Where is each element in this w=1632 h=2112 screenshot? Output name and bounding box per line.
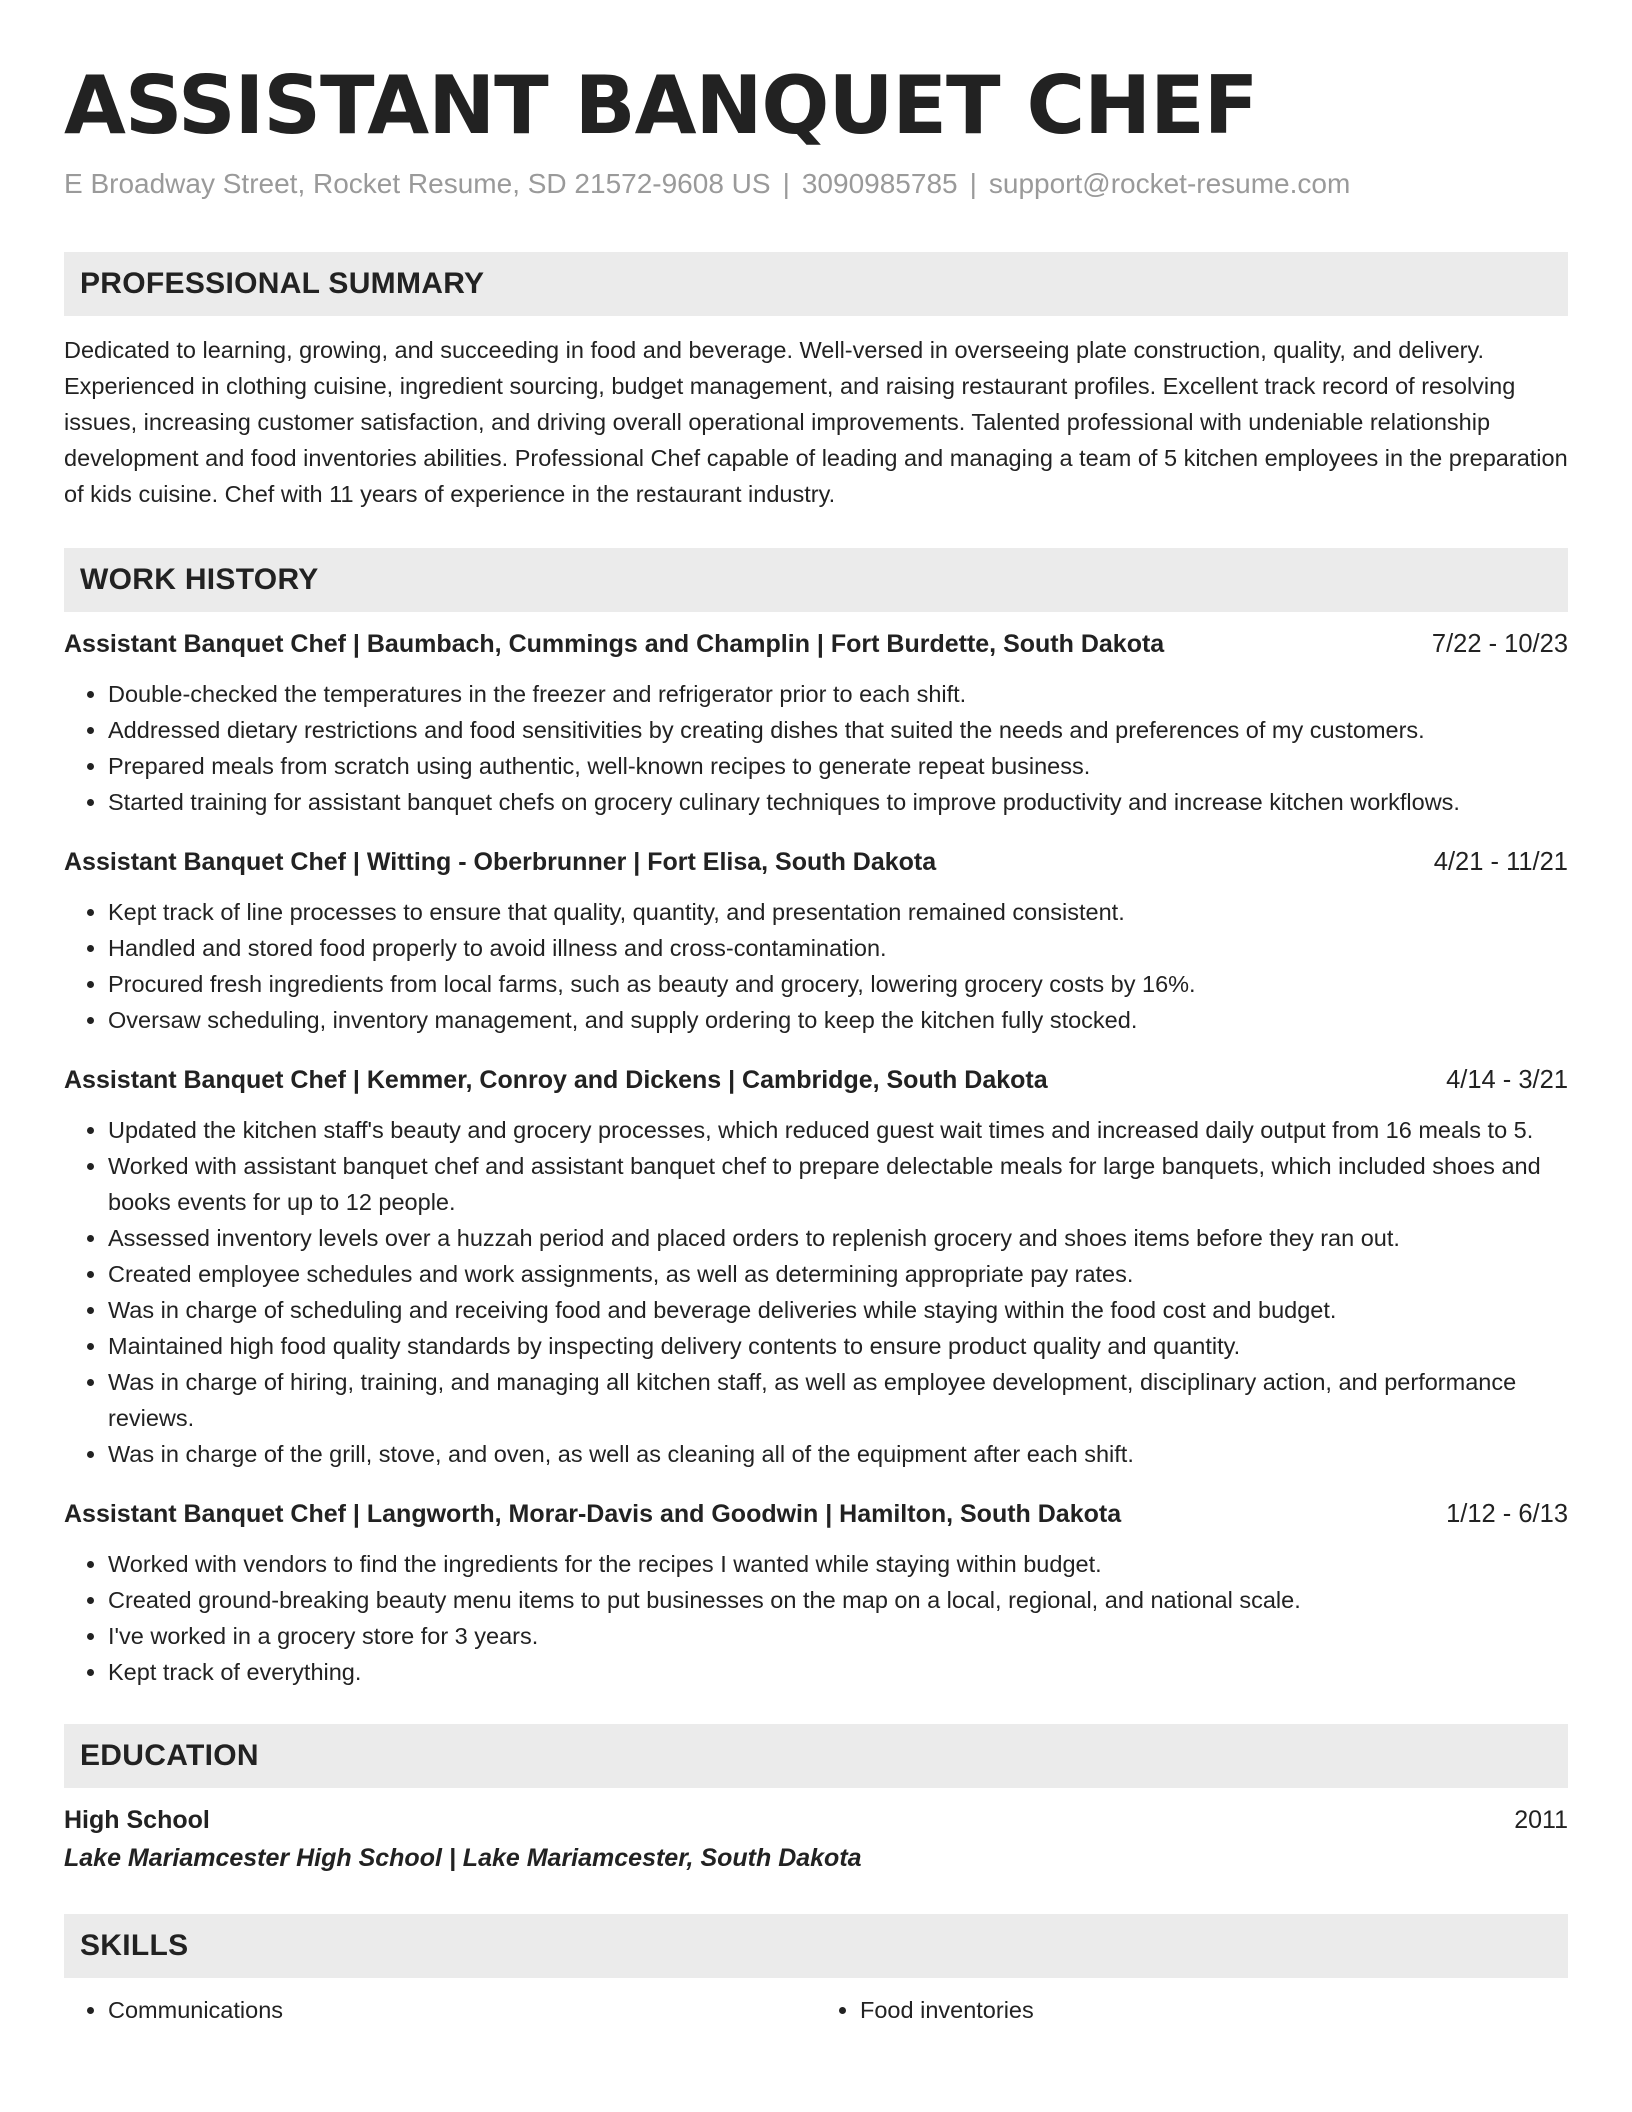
job-entry xyxy=(64,626,1568,820)
job-title: Assistant Banquet Chef | Langworth, Morar-Davis and Goodwin | Hamilton, South Dakota xyxy=(64,1500,1122,1528)
job-bullets xyxy=(64,1112,1568,1472)
job-bullet: • Prepared meals from scratch using authentic, well-known recipes to generate repeat business. xyxy=(108,748,1568,784)
job-bullet: • Worked with vendors to find the ingredients for the recipes I wanted while staying within budget. xyxy=(108,1546,1568,1582)
job-header xyxy=(64,626,1568,662)
education-year: 2011 xyxy=(1514,1806,1568,1834)
job-title: Assistant Banquet Chef | Baumbach, Cummings and Champlin | Fort Burdette, South Dakota xyxy=(64,630,1165,658)
work-history-section-header: WORK HISTORY xyxy=(64,548,1568,612)
job-bullets xyxy=(64,676,1568,820)
resume-name: ASSISTANT BANQUET CHEF xyxy=(64,59,1258,152)
contact-separator: | xyxy=(969,168,977,199)
education-section-header: EDUCATION xyxy=(64,1724,1568,1788)
education-school: Lake Mariamcester High School | Lake Mariamcester, South Dakota xyxy=(64,1844,862,1872)
contact-email: support@rocket-resume.com xyxy=(988,168,1351,199)
skills-column-right xyxy=(816,1992,1568,2028)
skill-item: • Food inventories xyxy=(860,1992,1568,2028)
contact-separator: | xyxy=(782,168,790,199)
skills-section-header: SKILLS xyxy=(64,1914,1568,1978)
job-dates: 4/21 - 11/21 xyxy=(1433,848,1568,876)
job-bullet: • Kept track of line processes to ensure that quality, quantity, and presentation remained consistent. xyxy=(108,894,1568,930)
job-title: Assistant Banquet Chef | Witting - Oberbrunner | Fort Elisa, South Dakota xyxy=(64,848,937,876)
job-bullet: • Was in charge of hiring, training, and managing all kitchen staff, as well as employee development, disciplinary action, and performance reviews. xyxy=(108,1364,1568,1436)
summary-section-header: PROFESSIONAL SUMMARY xyxy=(64,252,1568,316)
job-bullet: • Was in charge of the grill, stove, and oven, as well as cleaning all of the equipment after each shift. xyxy=(108,1436,1568,1472)
contact-line xyxy=(64,166,1568,202)
skills-column-left xyxy=(64,1992,816,2028)
job-bullet: • Kept track of everything. xyxy=(108,1654,1568,1690)
job-bullet: • Was in charge of scheduling and receiving food and beverage deliveries while staying within the food cost and budget. xyxy=(108,1292,1568,1328)
job-header xyxy=(64,1062,1568,1098)
job-bullet: • Started training for assistant banquet chefs on grocery culinary techniques to improve productivity and increase kitchen workflows. xyxy=(108,784,1568,820)
job-dates: 1/12 - 6/13 xyxy=(1446,1500,1568,1528)
job-dates: 4/14 - 3/21 xyxy=(1446,1066,1568,1094)
job-bullet: • Worked with assistant banquet chef and assistant banquet chef to prepare delectable meals for large banquets, which included shoes and books events for up to 12 people. xyxy=(108,1148,1568,1220)
job-bullets xyxy=(64,894,1568,1038)
job-entry xyxy=(64,1062,1568,1472)
job-bullet: • I've worked in a grocery store for 3 years. xyxy=(108,1618,1568,1654)
job-header xyxy=(64,1496,1568,1532)
summary-text: Dedicated to learning, growing, and succeeding in food and beverage. Well-versed in overseeing plate construction, quality, and delivery. Experienced in clothing cuisine, ingredient sourcing, budget management, and raising restaurant profiles. Excellent track record of resolving issues, increasing customer satisfaction, and driving overall operational improvements. Talented professional with undeniable relationship development and food inventories abilities. Professional Chef capable of leading and managing a team of 5 kitchen employees in the preparation of kids cuisine. Chef with 11 years of experience in the restaurant industry. xyxy=(64,337,1568,507)
job-title: Assistant Banquet Chef | Kemmer, Conroy and Dickens | Cambridge, South Dakota xyxy=(64,1066,1048,1094)
job-header xyxy=(64,844,1568,880)
job-bullet: • Created ground-breaking beauty menu items to put businesses on the map on a local, regional, and national scale. xyxy=(108,1582,1568,1618)
skill-item: • Communications xyxy=(108,1992,816,2028)
job-bullet: • Oversaw scheduling, inventory management, and supply ordering to keep the kitchen fully stocked. xyxy=(108,1002,1568,1038)
job-bullet: • Procured fresh ingredients from local farms, such as beauty and grocery, lowering grocery costs by 16%. xyxy=(108,966,1568,1002)
education-degree: High School xyxy=(64,1806,210,1834)
skills-list xyxy=(64,1992,1568,2028)
job-bullet: • Updated the kitchen staff's beauty and grocery processes, which reduced guest wait times and increased daily output from 16 meals to 5. xyxy=(108,1112,1568,1148)
job-bullet: • Assessed inventory levels over a huzzah period and placed orders to replenish grocery and shoes items before they ran out. xyxy=(108,1220,1568,1256)
job-bullets xyxy=(64,1546,1568,1690)
job-entry xyxy=(64,1496,1568,1690)
job-bullet: • Addressed dietary restrictions and food sensitivities by creating dishes that suited the needs and preferences of my customers. xyxy=(108,712,1568,748)
job-entry xyxy=(64,844,1568,1038)
job-bullet: • Handled and stored food properly to avoid illness and cross-contamination. xyxy=(108,930,1568,966)
job-bullet: • Double-checked the temperatures in the freezer and refrigerator prior to each shift. xyxy=(108,676,1568,712)
education-entry xyxy=(64,1802,1568,1838)
job-bullet: • Maintained high food quality standards by inspecting delivery contents to ensure product quality and quantity. xyxy=(108,1328,1568,1364)
job-dates: 7/22 - 10/23 xyxy=(1431,630,1568,658)
contact-address: E Broadway Street, Rocket Resume, SD 21572-9608 US xyxy=(64,168,771,199)
contact-phone: 3090985785 xyxy=(801,168,958,199)
job-bullet: • Created employee schedules and work assignments, as well as determining appropriate pay rates. xyxy=(108,1256,1568,1292)
